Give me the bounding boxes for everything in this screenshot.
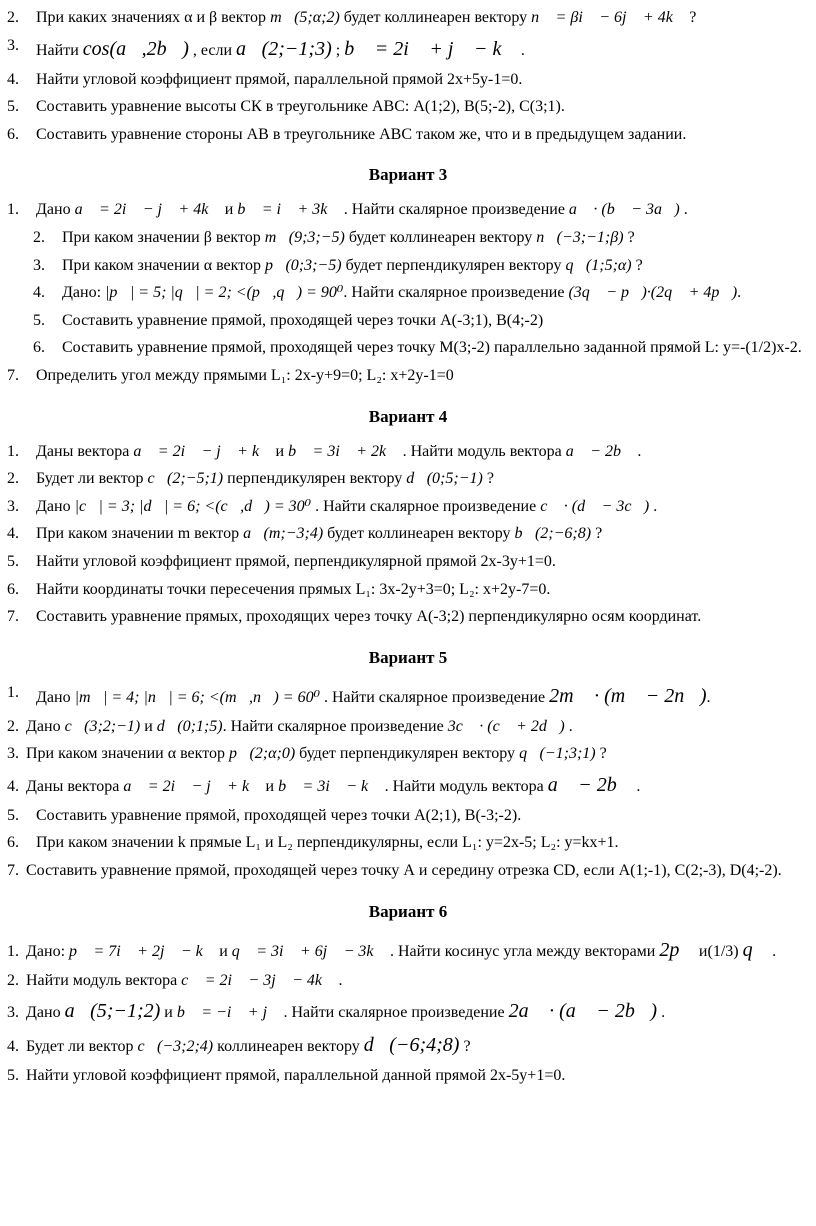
math-run: c⃗(3;2;−1)	[64, 717, 141, 735]
item-number: 3.	[7, 36, 19, 54]
item-number: 4.	[7, 1038, 19, 1056]
item-number: 1.	[7, 942, 19, 960]
item-text	[26, 718, 573, 735]
list-item	[7, 5, 809, 31]
list-item	[33, 280, 809, 306]
math-run: p⃗ = 7i⃗ + 2j⃗ − k⃗	[69, 942, 216, 960]
item-text	[62, 225, 809, 251]
text-run: ;	[331, 41, 345, 59]
text-run: Составить уравнение прямых, проходящих через точку А(-3;2) перпендикулярно осям координат.	[36, 608, 702, 626]
math-run: a⃗ − 2b⃗	[547, 773, 633, 796]
text-run: При каком значении k прямые L₁ и L₂ перпендикулярны, если L₁: y=2x-5; L₂: y=kx+1.	[36, 834, 619, 852]
math-run: n⃗ = βi⃗ − 6j⃗ + 4k⃗	[531, 9, 686, 26]
list-item	[7, 494, 809, 520]
math-run: q⃗(−1;3;1)	[519, 745, 596, 763]
text-run: Даны вектора	[26, 777, 124, 795]
item-number: 2.	[33, 228, 45, 246]
list-item	[7, 33, 809, 65]
item-number: 2.	[7, 971, 19, 989]
item-text	[36, 33, 809, 65]
text-run: будет коллинеарен вектору	[323, 525, 515, 543]
text-run: . Найти скалярное произведение	[311, 497, 541, 515]
item-text	[26, 938, 777, 961]
list-item	[7, 439, 809, 465]
text-run: и	[220, 201, 238, 219]
text-run: . Найти скалярное произведение	[343, 284, 569, 302]
item-number: 5.	[7, 552, 19, 570]
list-item	[7, 830, 809, 856]
item-text	[36, 577, 809, 603]
item-text	[36, 803, 809, 829]
list-item	[7, 1029, 809, 1061]
math-run: m⃗(9;3;−5)	[264, 228, 345, 246]
text-run: Составить уравнение высоты СК в треугольнике АВС: А(1;2), В(5;-2), С(3;1).	[36, 98, 565, 116]
list-item	[7, 94, 809, 120]
list-item	[7, 968, 809, 994]
text-run: .	[649, 497, 658, 515]
item-number: 2.	[7, 717, 19, 735]
text-run: . Найти косинус угла между векторами	[385, 942, 660, 960]
text-run: Определить угол между прямыми L₁: 2x-y+9=0; L₂: x+2y-1=0	[36, 366, 454, 384]
list-item	[33, 253, 809, 279]
text-run: и	[215, 942, 232, 960]
text-run: При каком значении α вектор	[62, 256, 265, 274]
math-run: q⃗ = 3i⃗ + 6j⃗ − 3k⃗	[231, 942, 386, 960]
text-run: .	[516, 41, 525, 59]
list-item	[7, 466, 809, 492]
list-item	[33, 225, 809, 251]
text-run: ?	[482, 470, 494, 488]
math-run: |m⃗| = 4; |n⃗| = 6; <(m⃗,n⃗) = 60⁰	[74, 688, 320, 706]
math-run: q⃗	[742, 938, 769, 961]
text-run: Дано	[26, 717, 65, 735]
item-number: 2.	[7, 9, 19, 26]
section-heading: Вариант 4	[368, 406, 448, 426]
text-run: . Найти скалярное произведение	[339, 201, 569, 219]
item-number: 3.	[7, 497, 19, 515]
list-item	[7, 67, 809, 93]
item-text	[62, 335, 809, 361]
text-run: .	[679, 201, 688, 219]
list-item	[7, 680, 809, 712]
item-number: 1.	[7, 442, 19, 460]
list-item	[7, 197, 809, 223]
math-run: 2a⃗ · (a⃗ − 2b⃗)	[508, 1000, 658, 1023]
math-run: m⃗(5;α;2)	[270, 9, 340, 26]
item-number: 6.	[7, 125, 19, 143]
item-text	[26, 773, 641, 796]
text-run: ?	[591, 525, 603, 543]
text-run: Даны вектора	[36, 442, 134, 460]
item-text	[36, 604, 809, 630]
text-run: ?	[631, 256, 643, 274]
text-run: При каком значении α вектор	[26, 745, 229, 763]
math-run: a⃗ = 2i⃗ − j⃗ + k⃗	[133, 442, 272, 460]
item-number: 4.	[7, 777, 19, 795]
list-item	[7, 934, 809, 966]
item-number: 4.	[7, 70, 19, 88]
text-run: перпендикулярен вектору	[223, 470, 407, 488]
text-run: Составить уравнение прямой, проходящей через точки А(-3;1), В(4;-2)	[62, 311, 544, 329]
text-run: . Найти скалярное произведение	[319, 688, 550, 706]
item-number: 3.	[33, 256, 45, 274]
item-text	[36, 549, 809, 575]
item-text	[36, 466, 809, 492]
item-number: 5.	[33, 311, 45, 329]
text-run: .	[632, 777, 641, 795]
math-run: d⃗(−6;4;8)	[363, 1034, 460, 1057]
item-number: 7.	[7, 608, 19, 626]
math-run: a⃗ = 2i⃗ − j⃗ + k⃗	[123, 777, 262, 795]
math-run: q⃗(1;5;α)	[565, 256, 632, 274]
text-run: , если	[188, 41, 237, 59]
text-run: Найти координаты точки пересечения прямых L₁: 3x-2y+3=0; L₂: x+2y-7=0.	[36, 580, 551, 598]
math-run: (3q⃗ − p⃗)·(2q⃗ + 4p⃗)	[568, 284, 738, 302]
text-run: Найти угловой коэффициент прямой, параллельной прямой 2x+5y-1=0.	[36, 70, 523, 88]
text-run: При каких значениях α и β вектор	[36, 9, 271, 26]
list-item	[7, 858, 809, 884]
math-run: p⃗(0;3;−5)	[265, 256, 342, 274]
text-run: Дано	[36, 688, 75, 706]
math-run: a⃗ = 2i⃗ − j⃗ + 4k⃗	[74, 201, 221, 219]
math-run: c⃗ · (d⃗ − 3c⃗)	[540, 497, 650, 515]
text-run: Составить уравнение стороны АВ в треугольнике АВС таком же, что и в предыдущем задании.	[36, 125, 687, 143]
text-run: ?	[595, 745, 607, 763]
item-number: 4.	[33, 284, 45, 302]
math-run: a⃗(m;−3;4)	[243, 525, 324, 543]
text-run: .	[564, 717, 573, 735]
math-run: b⃗(2;−6;8)	[514, 525, 592, 543]
math-run: |c⃗| = 3; |d⃗| = 6; <(c⃗,d⃗) = 30⁰	[74, 497, 312, 515]
text-run: будет коллинеарен вектору	[344, 228, 537, 246]
item-number: 7.	[7, 862, 19, 880]
math-run: b⃗ = 3i⃗ − k⃗	[278, 777, 381, 795]
document-content	[7, 5, 809, 1089]
text-run: ?	[685, 9, 697, 26]
text-run: Составить уравнение прямой, проходящей через точки А(2;1), В(-3;-2).	[36, 806, 522, 824]
item-text	[26, 972, 342, 989]
list-item	[7, 363, 809, 389]
text-run: и	[261, 777, 279, 795]
item-number: 3.	[7, 1004, 19, 1022]
item-text	[36, 94, 809, 120]
math-run: c⃗(2;−5;1)	[147, 470, 224, 488]
item-number: 5.	[7, 806, 19, 824]
text-run: .	[737, 284, 742, 302]
item-number: 5.	[7, 1067, 19, 1085]
text-run: Будет ли вектор	[26, 1038, 138, 1056]
text-run: . Найти скалярное произведение	[279, 1004, 509, 1022]
math-run: c⃗ = 2i⃗ − 3j⃗ − 4k⃗	[181, 971, 335, 989]
math-run: 3c⃗ · (c⃗ + 2d⃗)	[447, 717, 565, 735]
item-number: 1.	[7, 683, 19, 701]
item-text	[36, 494, 809, 520]
item-text	[62, 253, 809, 279]
text-run: и	[140, 717, 157, 735]
text-run: Составить уравнение прямой, проходящей через точку А и середину отрезка CD, если А(1;-1), С(2;-3), D(4;-2).	[26, 862, 782, 880]
item-number: 6.	[33, 339, 45, 357]
item-number: 7.	[7, 366, 19, 384]
text-run: .	[768, 942, 777, 960]
text-run: и	[271, 442, 289, 460]
text-run: . Найти модуль вектора	[398, 442, 566, 460]
item-text	[36, 197, 809, 223]
list-item	[7, 714, 809, 740]
text-run: Найти угловой коэффициент прямой, параллельной данной прямой 2x-5y+1=0.	[26, 1067, 566, 1085]
text-run: . Найти модуль вектора	[380, 777, 548, 795]
text-run: и(1/3)	[694, 942, 743, 960]
text-run: Дано:	[26, 942, 70, 960]
list-item	[7, 549, 809, 575]
item-text	[36, 830, 809, 856]
math-run: d⃗(0;1;5)	[156, 717, 223, 735]
item-text	[36, 439, 809, 465]
item-text	[36, 521, 809, 547]
list-item	[7, 577, 809, 603]
list-item	[33, 308, 809, 334]
list-item	[7, 769, 809, 801]
text-run: будет перпендикулярен вектору	[341, 256, 566, 274]
list-item	[7, 604, 809, 630]
text-run: ?	[623, 228, 635, 246]
item-text	[26, 745, 607, 762]
item-number: 1.	[7, 201, 19, 219]
text-run: будет перпендикулярен вектору	[295, 745, 520, 763]
math-run: n⃗(−3;−1;β)	[536, 228, 624, 246]
item-text	[26, 862, 782, 879]
math-run: b⃗ = i⃗ + 3k⃗	[237, 201, 340, 219]
item-text	[36, 5, 809, 31]
text-run: Найти модуль вектора	[26, 971, 182, 989]
text-run: ?	[459, 1038, 471, 1056]
item-text	[62, 280, 809, 306]
math-run: 2m⃗ · (m⃗ − 2n⃗)	[549, 684, 707, 707]
text-run: .	[706, 688, 711, 706]
item-text	[26, 1000, 666, 1023]
text-run: .	[657, 1004, 666, 1022]
item-text	[36, 67, 809, 93]
text-run: и	[160, 1004, 177, 1022]
section-heading: Вариант 6	[368, 901, 448, 921]
math-run: c⃗(−3;2;4)	[137, 1038, 214, 1056]
list-item	[7, 741, 809, 767]
text-run: При каком значении β вектор	[62, 228, 265, 246]
math-run: |p⃗| = 5; |q⃗| = 2; <(p⃗,q⃗) = 90⁰	[105, 284, 344, 302]
item-number: 6.	[7, 834, 19, 852]
list-item	[7, 521, 809, 547]
math-run: a⃗ − 2b⃗	[565, 442, 634, 460]
text-run: При каком значении m вектор	[36, 525, 244, 543]
text-run: Дано	[36, 497, 75, 515]
text-run: коллинеарен вектору	[213, 1038, 364, 1056]
list-item	[7, 1063, 809, 1089]
text-run: . Найти скалярное произведение	[222, 717, 448, 735]
item-number: 3.	[7, 745, 19, 763]
math-run: cos(a⃗,2b⃗)	[82, 37, 189, 60]
math-run: a⃗(5;−1;2)	[64, 1000, 161, 1023]
item-text	[36, 363, 809, 389]
item-text	[36, 680, 809, 712]
text-run: Найти	[36, 41, 83, 59]
item-number: 6.	[7, 580, 19, 598]
item-text	[62, 308, 809, 334]
item-text	[36, 122, 809, 148]
section-heading: Вариант 5	[368, 647, 448, 667]
list-item	[7, 995, 809, 1027]
math-run: p⃗(2;α;0)	[229, 745, 296, 763]
item-number: 2.	[7, 470, 19, 488]
item-text	[26, 1067, 565, 1084]
item-number: 5.	[7, 98, 19, 116]
math-run: d⃗(0;5;−1)	[406, 470, 483, 488]
text-run: будет коллинеарен вектору	[339, 9, 532, 26]
list-item	[7, 803, 809, 829]
math-run: a⃗(2;−1;3)	[236, 37, 332, 60]
text-run: .	[633, 442, 642, 460]
list-item	[7, 122, 809, 148]
math-run: a⃗ · (b⃗ − 3a⃗)	[568, 201, 680, 219]
text-run: .	[334, 971, 343, 989]
text-run: Найти угловой коэффициент прямой, перпендикулярной прямой 2x-3y+1=0.	[36, 552, 556, 570]
math-run: b⃗ = 2i⃗ + j⃗ − k⃗	[344, 37, 517, 60]
item-text	[26, 1034, 471, 1057]
text-run: Дано:	[62, 284, 106, 302]
item-number: 4.	[7, 525, 19, 543]
section-heading: Вариант 3	[368, 165, 448, 185]
math-run: 2p⃗	[659, 938, 695, 961]
text-run: Дано	[36, 201, 75, 219]
list-item	[33, 335, 809, 361]
text-run: Будет ли вектор	[36, 470, 148, 488]
math-run: b⃗ = 3i⃗ + 2k⃗	[288, 442, 399, 460]
math-run: b⃗ = −i⃗ + j⃗	[176, 1004, 280, 1022]
text-run: Составить уравнение прямой, проходящей через точку М(3;-2) параллельно заданной прямой L: y=-(1/2)x-2.	[62, 339, 802, 357]
text-run: Дано	[26, 1004, 65, 1022]
